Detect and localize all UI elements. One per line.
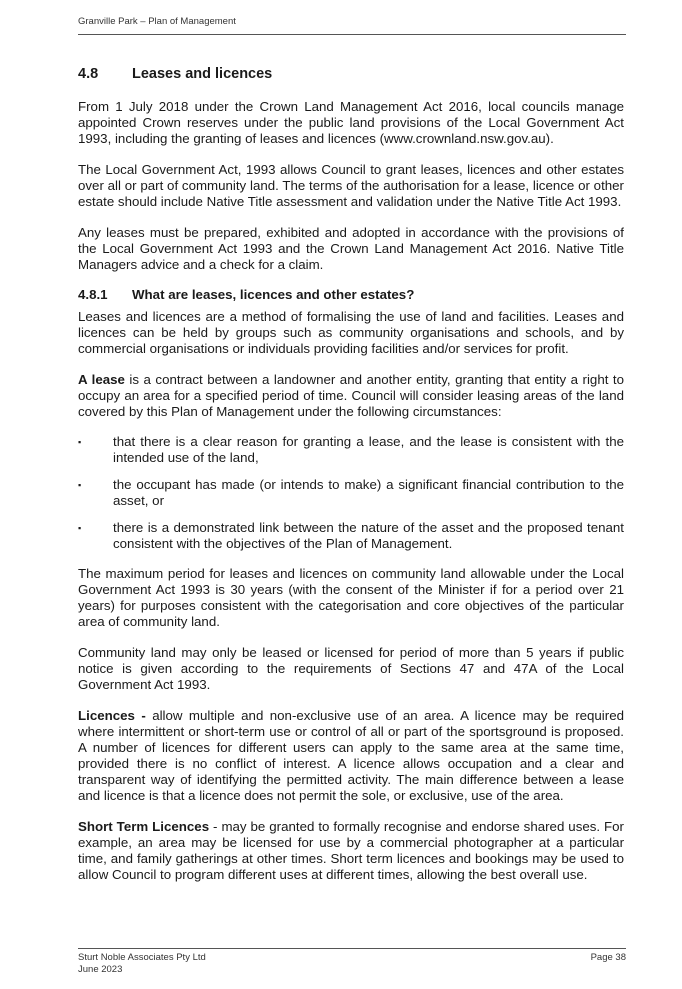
- list-item: [78, 520, 624, 552]
- short-term-text: - may be granted to formally recognise and endorse shared uses. For example, an area may be licensed for use by a commercial photographer at a particular time, and family gatherings at other times. Short term licences and bookings may be used to allow Council to program different uses at different times, allowing the best overall use.: [78, 819, 624, 882]
- bullet-icon: ▪: [78, 523, 82, 533]
- leases-overview-paragraph: Leases and licences are a method of formalising the use of land and facilities. Leases and licences can be held by groups such as community organisations and schools, and by commercial organisations or individuals providing facilities and/or services for profit.: [78, 309, 624, 356]
- list-item-text: there is a demonstrated link between the nature of the asset and the proposed tenant consistent with the objectives of the Plan of Management.: [113, 520, 624, 551]
- short-term-term: Short Term Licences: [78, 819, 210, 834]
- community-land-paragraph: Community land may only be leased or licensed for period of more than 5 years if public notice is given according to the requirements of Sections 47 and 47A of the Local Government Act 1993.: [78, 645, 624, 692]
- list-item-text: the occupant has made (or intends to make) a significant financial contribution to the asset, or: [113, 477, 624, 508]
- footer-left: [78, 952, 206, 976]
- running-header: Granville Park – Plan of Management: [78, 16, 236, 27]
- intro-paragraph-2: The Local Government Act, 1993 allows Council to grant leases, licences and other estates over all or part of community land. The terms of the authorisation for a lease, licence or other estate should include Native Title assessment and validation under the Native Title Act 1993.: [78, 162, 624, 209]
- list-item: [78, 477, 624, 509]
- bullet-icon: ▪: [78, 437, 82, 447]
- licences-paragraph: [78, 708, 624, 804]
- footer-divider: [78, 948, 626, 949]
- intro-paragraph-1: From 1 July 2018 under the Crown Land Management Act 2016, local councils manage appointed Crown reserves under the public land provisions of the Local Government Act 1993, including the granting of leases and licences (www.crownland.nsw.gov.au).: [78, 99, 624, 146]
- section-number: 4.8: [78, 66, 99, 82]
- lease-term: A lease: [78, 372, 125, 387]
- short-term-licences-paragraph: [78, 819, 624, 883]
- subsection-heading: [78, 287, 624, 303]
- subsection-title: What are leases, licences and other estates?: [132, 287, 415, 302]
- lease-definition-paragraph: [78, 372, 624, 420]
- page-body: [78, 60, 624, 898]
- lease-text: is a contract between a landowner and another entity, granting that entity a right to occupy an area for a specified period of time. Council will consider leasing areas of the land covered by this Plan of Management under the following circumstances:: [78, 372, 625, 419]
- list-item-text: that there is a clear reason for granting a lease, and the lease is consistent with the intended use of the land,: [113, 434, 624, 465]
- header-divider: [78, 34, 626, 35]
- bullet-icon: ▪: [78, 480, 82, 490]
- page-number: Page 38: [590, 952, 626, 963]
- footer-company: Sturt Noble Associates Pty Ltd: [78, 952, 206, 963]
- max-period-paragraph: The maximum period for leases and licences on community land allowable under the Local Government Act 1993 is 30 years (with the consent of the Minister if for a period over 21 years) for purposes consistent with the categorisation and core objectives of the particular area of community land.: [78, 566, 624, 629]
- lease-circumstances-list: [78, 434, 624, 552]
- licences-text: allow multiple and non-exclusive use of an area. A licence may be required where intermittent or short-term use or control of all or part of the sportsground is proposed. A number of licences for different users can apply to the same area at the same time, provided there is no conflict of interest. A licence allows occupation and a clear and transparent way of identifying the permitted activity. The main difference between a lease and licence is that a licence does not permit the sole, or exclusive, use of the area.: [78, 708, 624, 803]
- section-title: Leases and licences: [132, 66, 273, 82]
- intro-paragraph-3: Any leases must be prepared, exhibited and adopted in accordance with the provisions of the Local Government Act 1993 and the Crown Land Management Act 2016. Native Title Managers advice and a check for a claim.: [78, 225, 624, 272]
- list-item: [78, 434, 624, 466]
- subsection-number: 4.8.1: [78, 287, 108, 302]
- footer-date: June 2023: [78, 964, 123, 975]
- licences-term: Licences -: [78, 708, 146, 723]
- section-heading: [78, 66, 624, 82]
